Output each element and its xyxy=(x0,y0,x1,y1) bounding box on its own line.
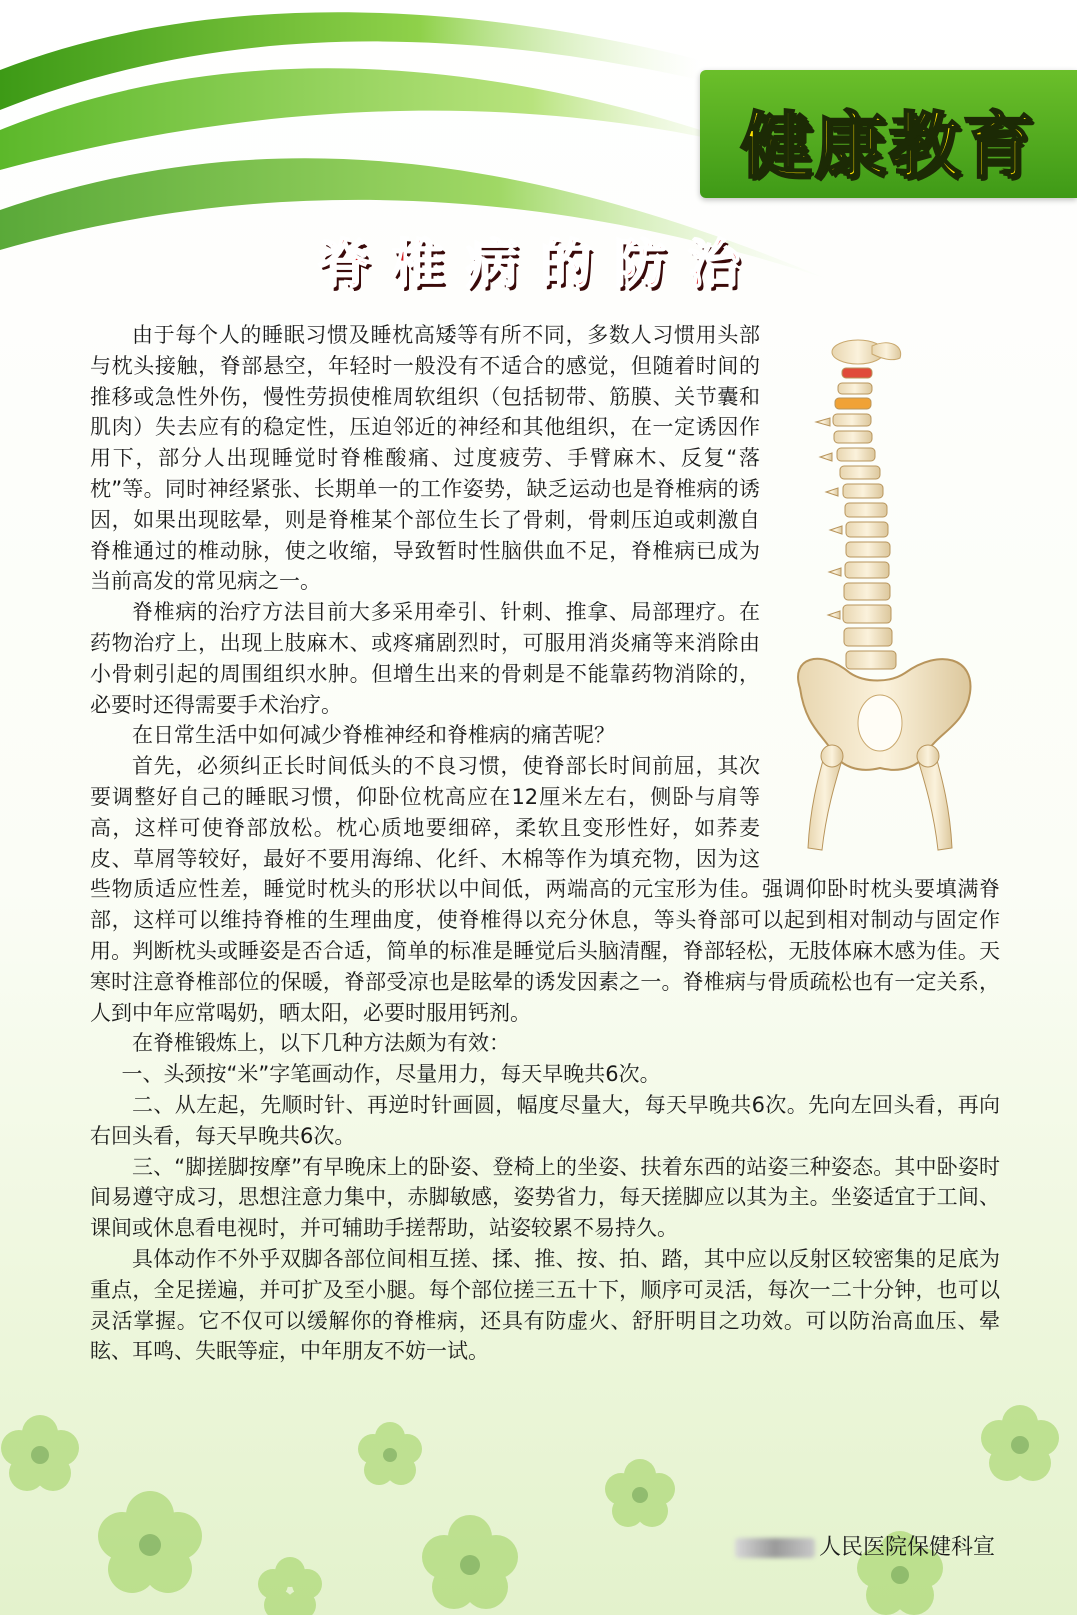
badge-title: 健康教育 xyxy=(740,104,1037,188)
footer-org-text: 人民医院保健科宣 xyxy=(819,1535,996,1560)
paragraph-2: 脊椎病的治疗方法目前大多采用牵引、针刺、推拿、局部理疗。在药物治疗上，出现上肢麻木、或疼痛剧烈时，可服用消炎痛等来消除由小骨刺引起的周围组织水肿。但增生出来的骨刺是不能靠药物消除的，必要时还得需要手术治疗。 xyxy=(90,600,760,717)
paragraph-6: 一、头颈按“米”字笔画动作，尽量用力，每天早晚共6次。 xyxy=(121,1062,661,1087)
paragraph-3: 在日常生活中如何减少脊椎神经和脊椎病的痛苦呢？ xyxy=(132,723,615,748)
health-education-badge xyxy=(700,70,1077,198)
paragraph-8: 三、“脚搓脚按摩”有早晚床上的卧姿、登椅上的坐姿、扶着东西的站姿三种姿态。其中卧姿时间易遵守成习，思想注意力集中，赤脚敏感，姿势省力，每天搓脚应以其为主。坐姿适宜于工间、课间或休息看电视时，并可辅助手搓帮助，站姿较累不易持久。 xyxy=(90,1154,1000,1241)
paragraph-4: 首先，必须纠正长时间低头的不良习惯，使脊部长时间前屈，其次要调整好自己的睡眠习惯，仰卧位枕高应在12厘米左右，侧卧与肩等高，这样可使脊部放松。枕心质地要细碎，柔软且变形性好，如荞麦皮、草屑等较好，最好不要用海绵、化纤、木棉等作为填充物，因为这些物质适应性差，睡觉时枕头的形状以中间低，两端高的元宝形为佳。强调仰卧时枕头要填满脊部，这样可以维持脊椎的生理曲度，使脊椎得以充分休息，等头脊部可以起到相对制动与固定作用。判断枕头或睡姿是否合适，简单的标准是睡觉后头脑清醒，脊部轻松，无肢体麻木感为佳。天寒时注意脊椎部位的保暖，脊部受凉也是眩晕的诱发因素之一。脊椎病与骨质疏松也有一定关系，人到中年应常喝奶，晒太阳，必要时服用钙剂。 xyxy=(90,754,1000,1025)
flower-decoration xyxy=(0,1335,1077,1615)
footer-credit xyxy=(735,1530,995,1561)
page-title: 脊椎病的防治 xyxy=(317,234,762,295)
paragraph-7: 二、从左起，先顺时针、再逆时针画圆，幅度尽量大，每天早晚共6次。先向左回头看，再向右回头看，每天早晚共6次。 xyxy=(90,1092,1000,1148)
paragraph-1: 由于每个人的睡眠习惯及睡枕高矮等有所不同，多数人习惯用头部与枕头接触，脊部悬空，年轻时一般没有不适合的感觉，但随着时间的推移或急性外伤，慢性劳损使椎周软组织（包括韧带、筋膜、关节囊和肌肉）失去应有的稳定性，压迫邻近的神经和其他组织，在一定诱因作用下，部分人出现睡觉时脊椎酸痛、过度疲劳、手臂麻木、反复“落枕”等。同时神经紧张、长期单一的工作姿势，缺乏运动也是脊椎病的诱因，如果出现眩晕，则是脊椎某个部位生长了骨刺，骨刺压迫或刺激自脊椎通过的椎动脉，使之收缩，导致暂时性脑供血不足，脊椎病已成为当前高发的常见病之一。 xyxy=(90,323,760,594)
paragraph-9: 具体动作不外乎双脚各部位间相互搓、揉、推、按、拍、踏，其中应以反射区较密集的足底为重点，全足搓遍，并可扩及至小腿。每个部位搓三五十下，顺序可灵活，每次一二十分钟，也可以灵活掌握。它不仅可以缓解你的脊椎病，还具有防虚火、舒肝明目之功效。可以防治高血压、晕眩、耳鸣、失眠等症，中年朋友不妨一试。 xyxy=(90,1246,1000,1364)
paragraph-5: 在脊椎锻炼上，以下几种方法颇为有效： xyxy=(132,1031,510,1056)
spine-illustration xyxy=(780,328,1000,863)
article-body xyxy=(90,320,1000,1367)
redacted-city-name xyxy=(735,1538,815,1558)
